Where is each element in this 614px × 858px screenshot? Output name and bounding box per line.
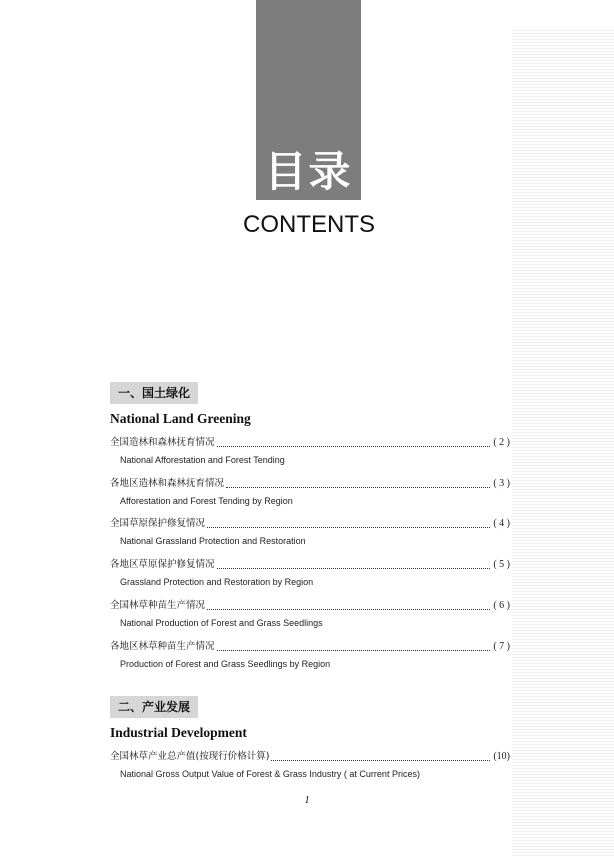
toc-entry[interactable] [110,639,510,673]
toc-entry-page: ( 7 ) [493,641,510,652]
toc-entry-title-cn: 各地区造林和森林抚育情况 [110,478,225,489]
dot-leader [217,642,491,651]
dot-leader [217,438,491,447]
toc-entry-title-en: National Afforestation and Forest Tending [120,455,285,465]
toc-entry[interactable] [110,749,510,783]
toc-entry-page: ( 2 ) [493,437,510,448]
section-heading-cn: 一、国土绿化 [110,382,198,404]
page-number: 1 [304,794,310,806]
dot-leader [217,560,491,569]
toc-entry-title-cn: 全国草原保护修复情况 [110,518,206,529]
page-title-chinese: 目录 [264,147,353,196]
toc-entry-title-en: National Grassland Protection and Restoration [120,536,306,546]
toc-entry-title-cn: 全国林草种苗生产情况 [110,600,206,611]
dot-leader [207,601,490,610]
toc-entry-title-en: National Gross Output Value of Forest & Grass Industry ( at Current Prices) [120,769,420,779]
toc-entry[interactable] [110,557,510,591]
toc-entry-title-en: National Production of Forest and Grass Seedlings [120,618,323,628]
toc-entry-page: ( 5 ) [493,559,510,570]
dot-leader [207,519,490,528]
toc-entry-page: ( 6 ) [493,600,510,611]
toc-entry-title-cn: 各地区林草种苗生产情况 [110,641,215,652]
toc-entry-title-cn: 全国林草产业总产值(按现行价格计算) [110,751,270,762]
page-title-english: CONTENTS [243,211,375,238]
toc-entry-page: ( 4 ) [493,518,510,529]
section-heading-cn: 二、产业发展 [110,696,198,718]
decorative-stripes [512,30,614,858]
toc-entry-title-cn: 全国造林和森林抚育情况 [110,437,215,448]
toc-entry-page: ( 3 ) [493,478,510,489]
toc-entry[interactable] [110,435,510,469]
toc-entry-title-cn: 各地区草原保护修复情况 [110,559,215,570]
toc-entry[interactable] [110,598,510,632]
section-heading-en: National Land Greening [110,411,251,426]
dot-leader [271,752,490,761]
section-heading-en: Industrial Development [110,725,247,740]
dot-leader [226,479,490,488]
toc-entry-title-en: Grassland Protection and Restoration by Region [120,577,314,587]
toc-entry-page: (10) [493,751,510,762]
toc-entry[interactable] [110,516,510,550]
toc-entry[interactable] [110,476,510,510]
toc-entry-title-en: Production of Forest and Grass Seedlings by Region [120,659,331,669]
toc-entry-title-en: Afforestation and Forest Tending by Region [120,496,293,506]
